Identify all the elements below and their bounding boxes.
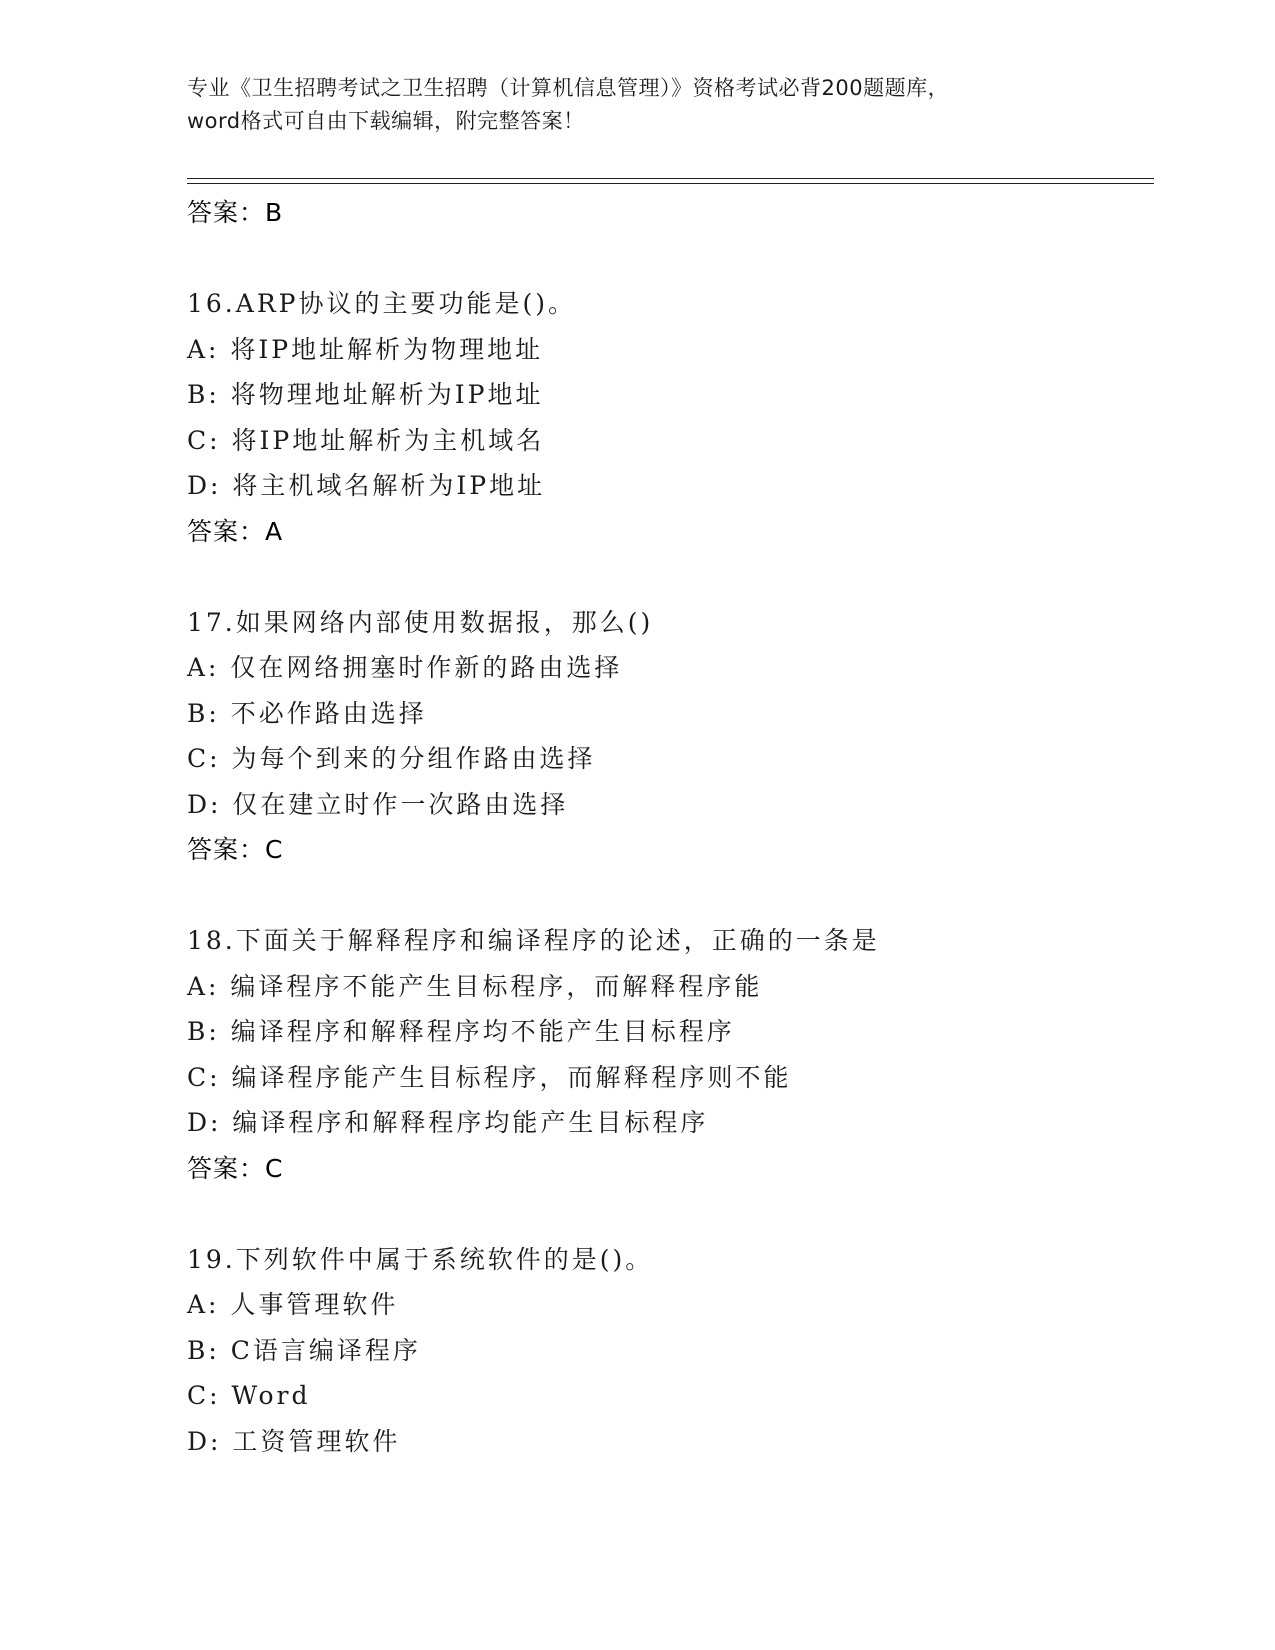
option-a: A: 编译程序不能产生目标程序，而解释程序能: [187, 971, 763, 1001]
option-a: A: 仅在网络拥塞时作新的路由选择: [187, 653, 623, 682]
answer: 答案：A: [187, 516, 284, 546]
option-b: B: 将物理地址解析为IP地址: [187, 380, 544, 409]
option-d: D: 编译程序和解释程序均能产生目标程序: [187, 1108, 709, 1137]
header-rule-bottom: [187, 183, 1154, 184]
spacer: [187, 873, 1147, 919]
spacer: [187, 554, 1147, 600]
answer-prev: 答案：B: [187, 198, 284, 227]
option-b: B: 不必作路由选择: [187, 698, 427, 728]
option-b: B: C语言编译程序: [187, 1335, 421, 1365]
option-d: D: 仅在建立时作一次路由选择: [187, 789, 569, 819]
question-list: [187, 190, 1147, 1464]
header-rule-top: [187, 178, 1154, 179]
question-18: [187, 918, 1147, 1191]
question-stem: 19.下列软件中属于系统软件的是()。: [187, 1244, 654, 1274]
header-line-1: 专业《卫生招聘考试之卫生招聘（计算机信息管理）》资格考试必背200题题库，: [187, 76, 950, 100]
question-19: [187, 1237, 1147, 1465]
question-16: [187, 281, 1147, 554]
answer: 答案：C: [187, 1153, 284, 1183]
question-17: [187, 600, 1147, 873]
spacer: [187, 1191, 1147, 1237]
option-d: D: 将主机域名解析为IP地址: [187, 471, 546, 500]
question-stem: 17.如果网络内部使用数据报，那么(): [187, 607, 654, 637]
header-line-2: word格式可自由下载编辑，附完整答案！: [187, 109, 585, 133]
option-c: C: 编译程序能产生目标程序，而解释程序则不能: [187, 1062, 792, 1092]
option-c: C: Word: [187, 1381, 311, 1410]
option-a: A: 将IP地址解析为物理地址: [187, 334, 544, 364]
option-a: A: 人事管理软件: [187, 1290, 399, 1319]
spacer: [187, 236, 1147, 282]
question-stem: 18.下面关于解释程序和编译程序的论述，正确的一条是: [187, 926, 880, 955]
option-d: D: 工资管理软件: [187, 1426, 401, 1456]
document-header: [187, 72, 1087, 138]
answer: 答案：C: [187, 835, 284, 864]
question-stem: 16.ARP协议的主要功能是()。: [187, 289, 576, 318]
option-c: C: 将IP地址解析为主机域名: [187, 425, 545, 455]
option-b: B: 编译程序和解释程序均不能产生目标程序: [187, 1017, 735, 1046]
option-c: C: 为每个到来的分组作路由选择: [187, 744, 596, 773]
